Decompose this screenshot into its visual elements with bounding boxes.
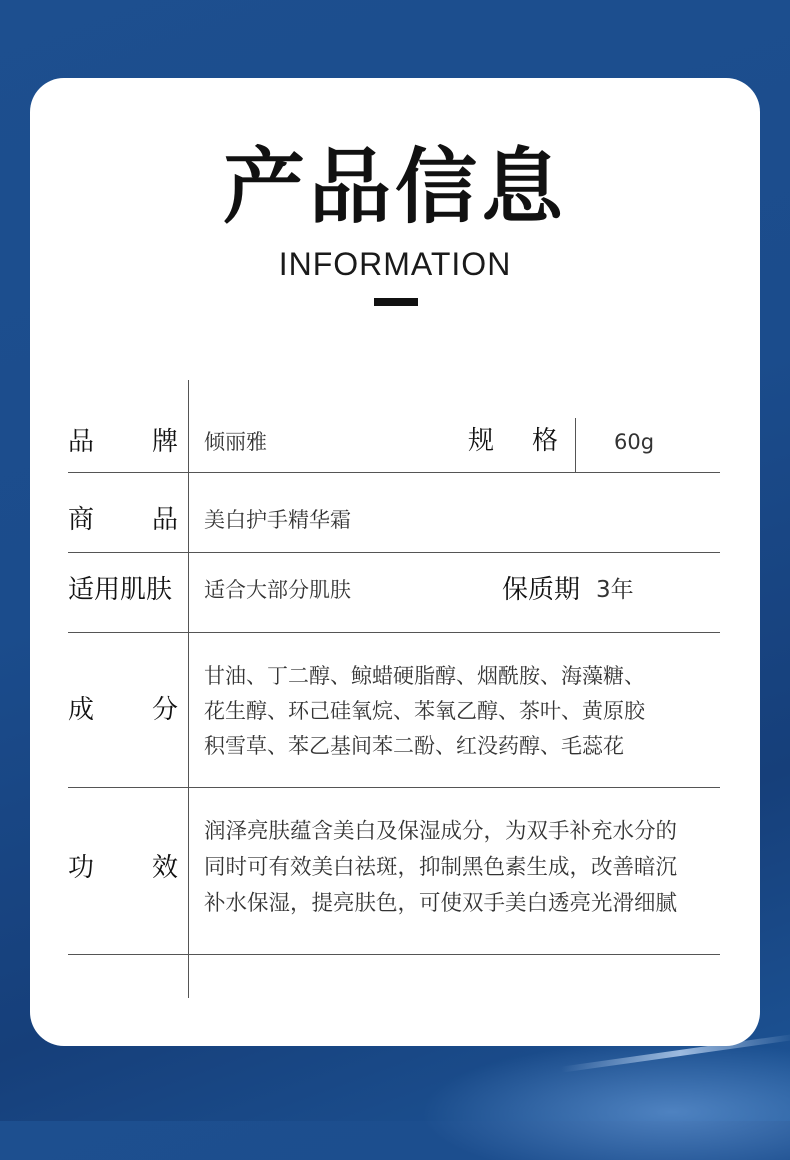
shelf-life-value: 3年 [596,577,634,603]
effects-label-char: 功 [68,853,95,883]
spec-value: 60g [614,430,655,454]
ingredients-line: 积雪草、苯乙基间苯二酚、红没药醇、毛蕊花 [204,734,624,758]
effects-line: 同时可有效美白祛斑，抑制黑色素生成，改善暗沉 [204,855,678,880]
row-divider [68,632,720,633]
spec-label-char: 格 [531,426,558,456]
skin-type-value: 适合大部分肌肤 [204,578,351,602]
skin-type-label: 适用肌肤 [68,575,173,605]
ingredients-label-char: 成 [68,695,95,725]
product-label-char: 商 [68,505,95,535]
effects-label [68,851,178,885]
row-divider [68,472,720,473]
effects-label-char: 效 [151,853,178,883]
brand-label [68,425,178,459]
effects-line: 补水保湿，提亮肤色，可使双手美白透亮光滑细腻 [204,891,678,916]
ingredients-label-char: 分 [151,695,178,725]
product-value: 美白护手精华霜 [204,508,351,532]
background-glow [420,1040,790,1160]
brand-label-char: 品 [68,427,95,457]
ingredients-value [204,659,714,764]
ingredients-line: 甘油、丁二醇、鲸蜡硬脂醇、烟酰胺、海藻糖、 [204,664,645,688]
spec-label-char: 规 [468,426,495,456]
row-divider [68,954,720,955]
title-underline-bar [374,298,418,306]
product-label [68,503,178,537]
spec-label [468,424,558,458]
brand-label-char: 牌 [151,427,178,457]
row-divider [68,787,720,788]
product-label-char: 品 [151,505,178,535]
page-title: 产品信息 [222,140,567,235]
ingredients-line: 花生醇、环己硅氧烷、苯氧乙醇、茶叶、黄原胶 [204,699,645,723]
shelf-life-label: 保质期 [502,575,581,605]
page-subtitle: INFORMATION [278,246,512,282]
ingredients-label [68,693,178,727]
brand-value: 倾丽雅 [204,430,267,454]
effects-value [204,814,724,922]
spec-cell-divider [575,418,576,472]
effects-line: 润泽亮肤蕴含美白及保湿成分，为双手补充水分的 [204,819,678,844]
row-divider [68,552,720,553]
